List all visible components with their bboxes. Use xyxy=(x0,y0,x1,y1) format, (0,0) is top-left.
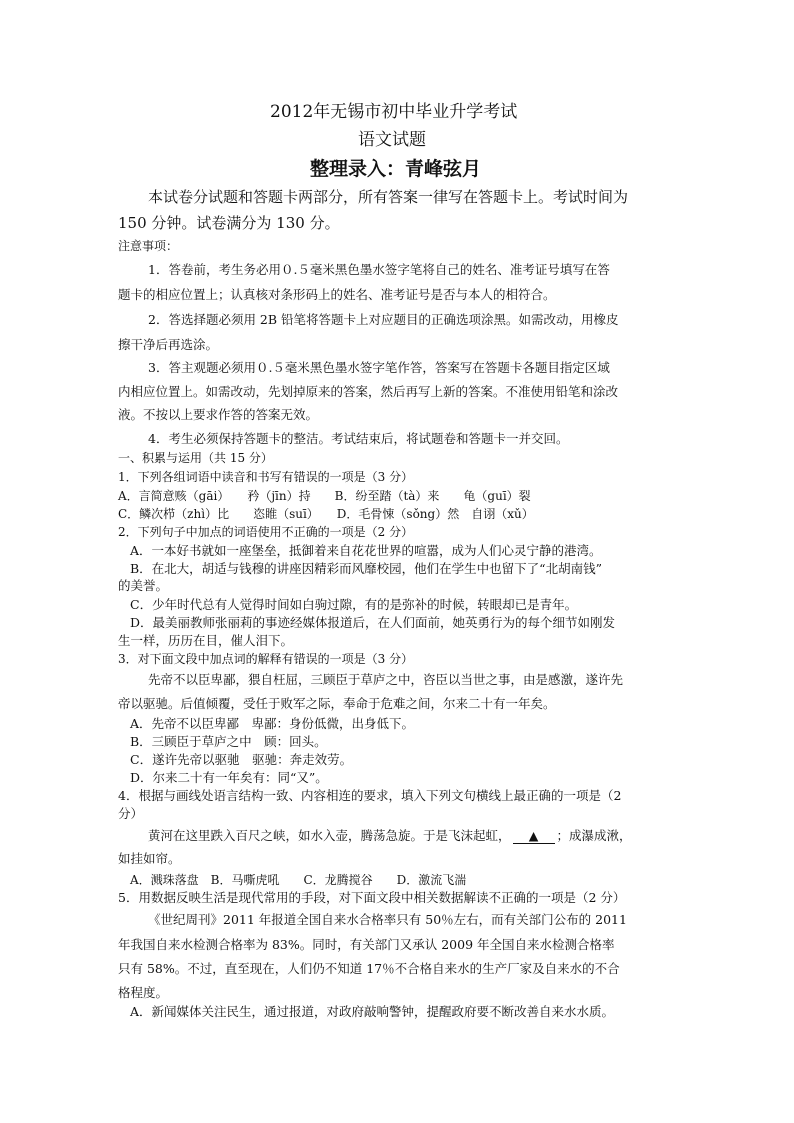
q5-option-a: A．新闻媒体关注民生，通过报道，对政府敲响警钟，提醒政府要不断改善自来水水质。 xyxy=(130,1004,615,1019)
note-3-line-2: 内相应位置上。如需改动，先划掉原来的答案，然后再写上新的答案。不准使用铅笔和涂改 xyxy=(118,384,619,399)
q5-passage-line-1: 《世纪周刊》2011 年报道全国自来水合格率只有 50％左右，而有关部门公布的 2011 xyxy=(148,912,627,927)
q2-option-d-line-2: 生一样，历历在目，催人泪下。 xyxy=(118,633,294,648)
q2-option-d-line-1: D．最美丽教师张丽莉的事迹经媒体报道后，在人们面前，她英勇行为的每个细节如刚发 xyxy=(130,615,616,630)
q4-passage-pre: 黄河在这里跌入百尺之峡，如水入壶，腾荡急旋。于是飞沫起虹， xyxy=(148,828,511,843)
q5-passage-line-2: 年我国自来水检测合格率为 83%。同时，有关部门又承认 2009 年全国自来水检测合格率 xyxy=(118,937,615,952)
exam-subtitle: 语文试题 xyxy=(358,130,426,150)
q3-option-a: A．先帝不以臣卑鄙 卑鄙：身份低微，出身低下。 xyxy=(130,716,415,731)
q2-option-b-line-2: 的美誉。 xyxy=(118,578,169,593)
q1-stem: 1．下列各组词语中读音和书写有错误的一项是（3 分） xyxy=(118,470,414,484)
notes-heading: 注意事项： xyxy=(118,239,179,253)
q3-passage-line-1: 先帝不以臣卑鄙，猥自枉屈，三顾臣于草庐之中，咨臣以当世之事，由是感激，遂许先 xyxy=(148,672,624,687)
q1-options-row-2: C．鳞次栉（zhì）比 恣睢（suī） D．毛骨悚（sǒng）然 自诩（xǔ） xyxy=(118,507,534,521)
q4-passage-line-2: 如挂如帘。 xyxy=(118,851,181,866)
note-1-line-2: 题卡的相应位置上；认真核对条形码上的姓名、准考证号是否与本人的相符合。 xyxy=(118,287,556,302)
q4-passage-post: ；成瀑成湫， xyxy=(556,828,632,843)
q2-option-a: A．一本好书就如一座堡垒，抵御着来自花花世界的喧嚣，成为人们心灵宁静的港湾。 xyxy=(130,543,602,558)
note-4-line-1: 4．考生必须保持答题卡的整洁。考试结束后，将试题卷和答题卡一并交回。 xyxy=(148,431,569,446)
q4-stem-line-1: 4．根据与画线处语言结构一致、内容相连的要求，填入下列文句横线上最正确的一项是（2 xyxy=(118,788,622,803)
intro-line-1: 本试卷分试题和答题卡两部分，所有答案一律写在答题卡上。考试时间为 xyxy=(148,188,629,206)
compiler-credit: 整理录入：青峰弦月 xyxy=(310,158,482,180)
q5-passage-line-3: 只有 58%。不过，直至现在，人们仍不知道 17％不合格自来水的生产厂家及自来水的不合 xyxy=(118,961,620,976)
section-1-heading: 一、积累与运用（共 15 分） xyxy=(118,451,273,465)
q3-option-d: D．尔来二十有一年矣有：同“又”。 xyxy=(130,770,328,785)
q2-option-c: C．少年时代总有人觉得时间如白驹过隙，有的是弥补的时候，转眼却已是青年。 xyxy=(130,597,578,612)
q4-answer-blank xyxy=(513,830,555,844)
q5-stem: 5．用数据反映生活是现代常用的手段，对下面文段中相关数据解读不正确的一项是（2 分） xyxy=(118,890,626,905)
exam-title: 2012年无锡市初中毕业升学考试 xyxy=(270,102,518,122)
q2-option-b-line-1: B．在北大，胡适与钱穆的讲座因精彩而风靡校园，他们在学生中也留下了“北胡南钱” xyxy=(130,561,602,576)
triangle-marker-icon: ▲ xyxy=(528,828,539,843)
q3-passage-line-2: 帝以驱驰。后值倾覆，受任于败军之际，奉命于危难之间，尔来二十有一年矣。 xyxy=(118,696,556,711)
q4-stem-line-2: 分） xyxy=(118,806,144,821)
q4-options: A．溅珠落盘 B．马嘶虎吼 C．龙腾搅谷 D．激流飞湍 xyxy=(130,873,467,887)
q1-options-row-1: A．言简意赅（gāi） 矜（jīn）持 B．纷至踏（tà）来 龟（guī）裂 xyxy=(118,489,531,503)
q3-option-c: C．遂许先帝以驱驰 驱驰：奔走效劳。 xyxy=(130,752,353,767)
note-3-line-1: 3．答主观题必须用０.５毫米黑色墨水签字笔作答，答案写在答题卡各题目指定区域 xyxy=(148,360,610,375)
q4-passage-line-1 xyxy=(148,830,632,844)
intro-line-2: 150 分钟。试卷满分为 130 分。 xyxy=(118,214,340,232)
q3-stem: 3．对下面文段中加点词的解释有错误的一项是（3 分） xyxy=(118,652,414,666)
note-3-line-3: 液。不按以上要求作答的答案无效。 xyxy=(118,407,319,422)
q5-passage-line-4: 格程度。 xyxy=(118,985,169,1000)
note-2-line-2: 擦干净后再选涂。 xyxy=(118,337,219,352)
q2-stem: 2．下列句子中加点的词语使用不正确的一项是（2 分） xyxy=(118,525,414,539)
note-2-line-1: 2．答选择题必须用 2B 铅笔将答题卡上对应题目的正确选项涂黑。如需改动，用橡皮 xyxy=(148,312,619,327)
q3-option-b: B．三顾臣于草庐之中 顾：回头。 xyxy=(130,734,327,749)
note-1-line-1: 1．答卷前，考生务必用０.５毫米黑色墨水签字笔将自己的姓名、准考证号填写在答 xyxy=(148,262,610,277)
